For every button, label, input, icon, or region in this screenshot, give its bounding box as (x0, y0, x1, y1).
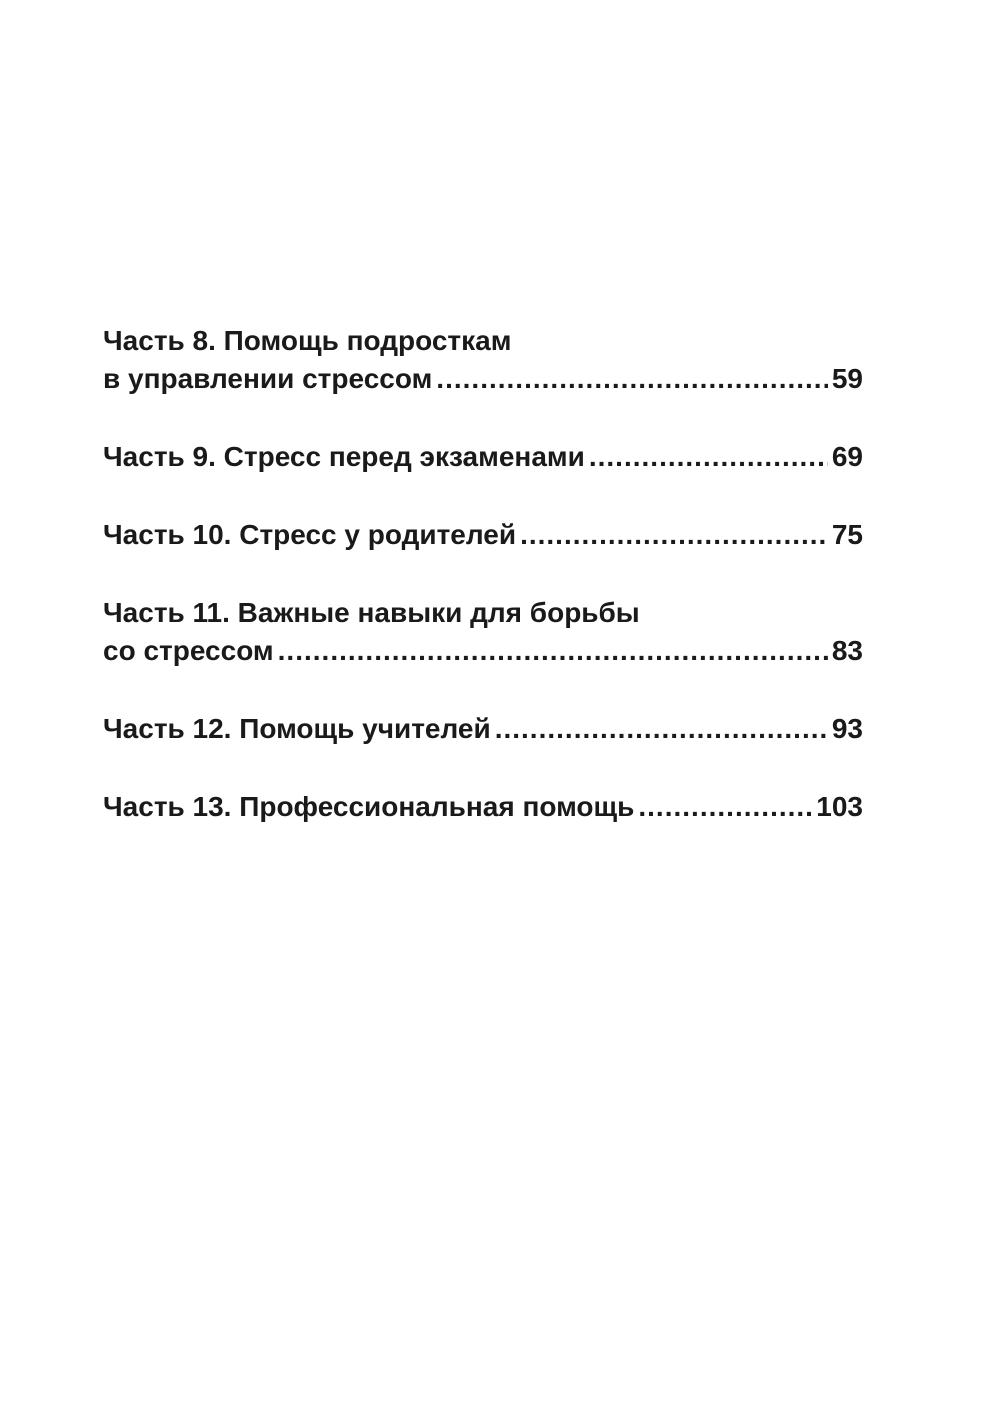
toc-entry-page: 103 (816, 791, 863, 822)
toc-entry-page: 93 (831, 713, 863, 744)
toc-entry-title: Часть 11. Важные навыки для борьбы (103, 597, 640, 628)
toc-entry-part-11 (103, 594, 863, 670)
toc-entry-part-8 (103, 322, 863, 398)
dot-leader (436, 360, 828, 398)
toc-entry-title: со стрессом (103, 635, 274, 666)
dot-leader (278, 632, 828, 670)
toc-entry-title: Часть 13. Профессиональная помощь (103, 791, 635, 822)
toc-entry-part-10 (103, 516, 863, 554)
toc-entry-part-12 (103, 710, 863, 748)
toc-entry-title: Часть 9. Стресс перед экзаменами (103, 441, 585, 472)
toc-entry-title: в управлении стрессом (103, 363, 433, 394)
toc-entry-line (103, 516, 863, 554)
toc-entry-line (103, 360, 863, 398)
toc-entry-title: Часть 10. Стресс у родителей (103, 519, 517, 550)
toc-entry-part-13 (103, 788, 863, 826)
toc-entry-page: 59 (831, 363, 863, 394)
toc-entry-line (103, 438, 863, 476)
dot-leader (520, 516, 828, 554)
toc-entry-title: Часть 8. Помощь подросткам (103, 325, 512, 356)
dot-leader (638, 788, 812, 826)
dot-leader (495, 710, 828, 748)
toc-entry-line (103, 632, 863, 670)
toc-entry-title: Часть 12. Помощь учителей (103, 713, 491, 744)
toc-entry-page: 83 (831, 635, 863, 666)
toc-entry-part-9 (103, 438, 863, 476)
dot-leader (589, 438, 828, 476)
toc-entry-line (103, 788, 863, 826)
toc-entry-page: 75 (831, 519, 863, 550)
table-of-contents (103, 322, 863, 866)
toc-entry-page: 69 (831, 441, 863, 472)
toc-entry-line (103, 710, 863, 748)
